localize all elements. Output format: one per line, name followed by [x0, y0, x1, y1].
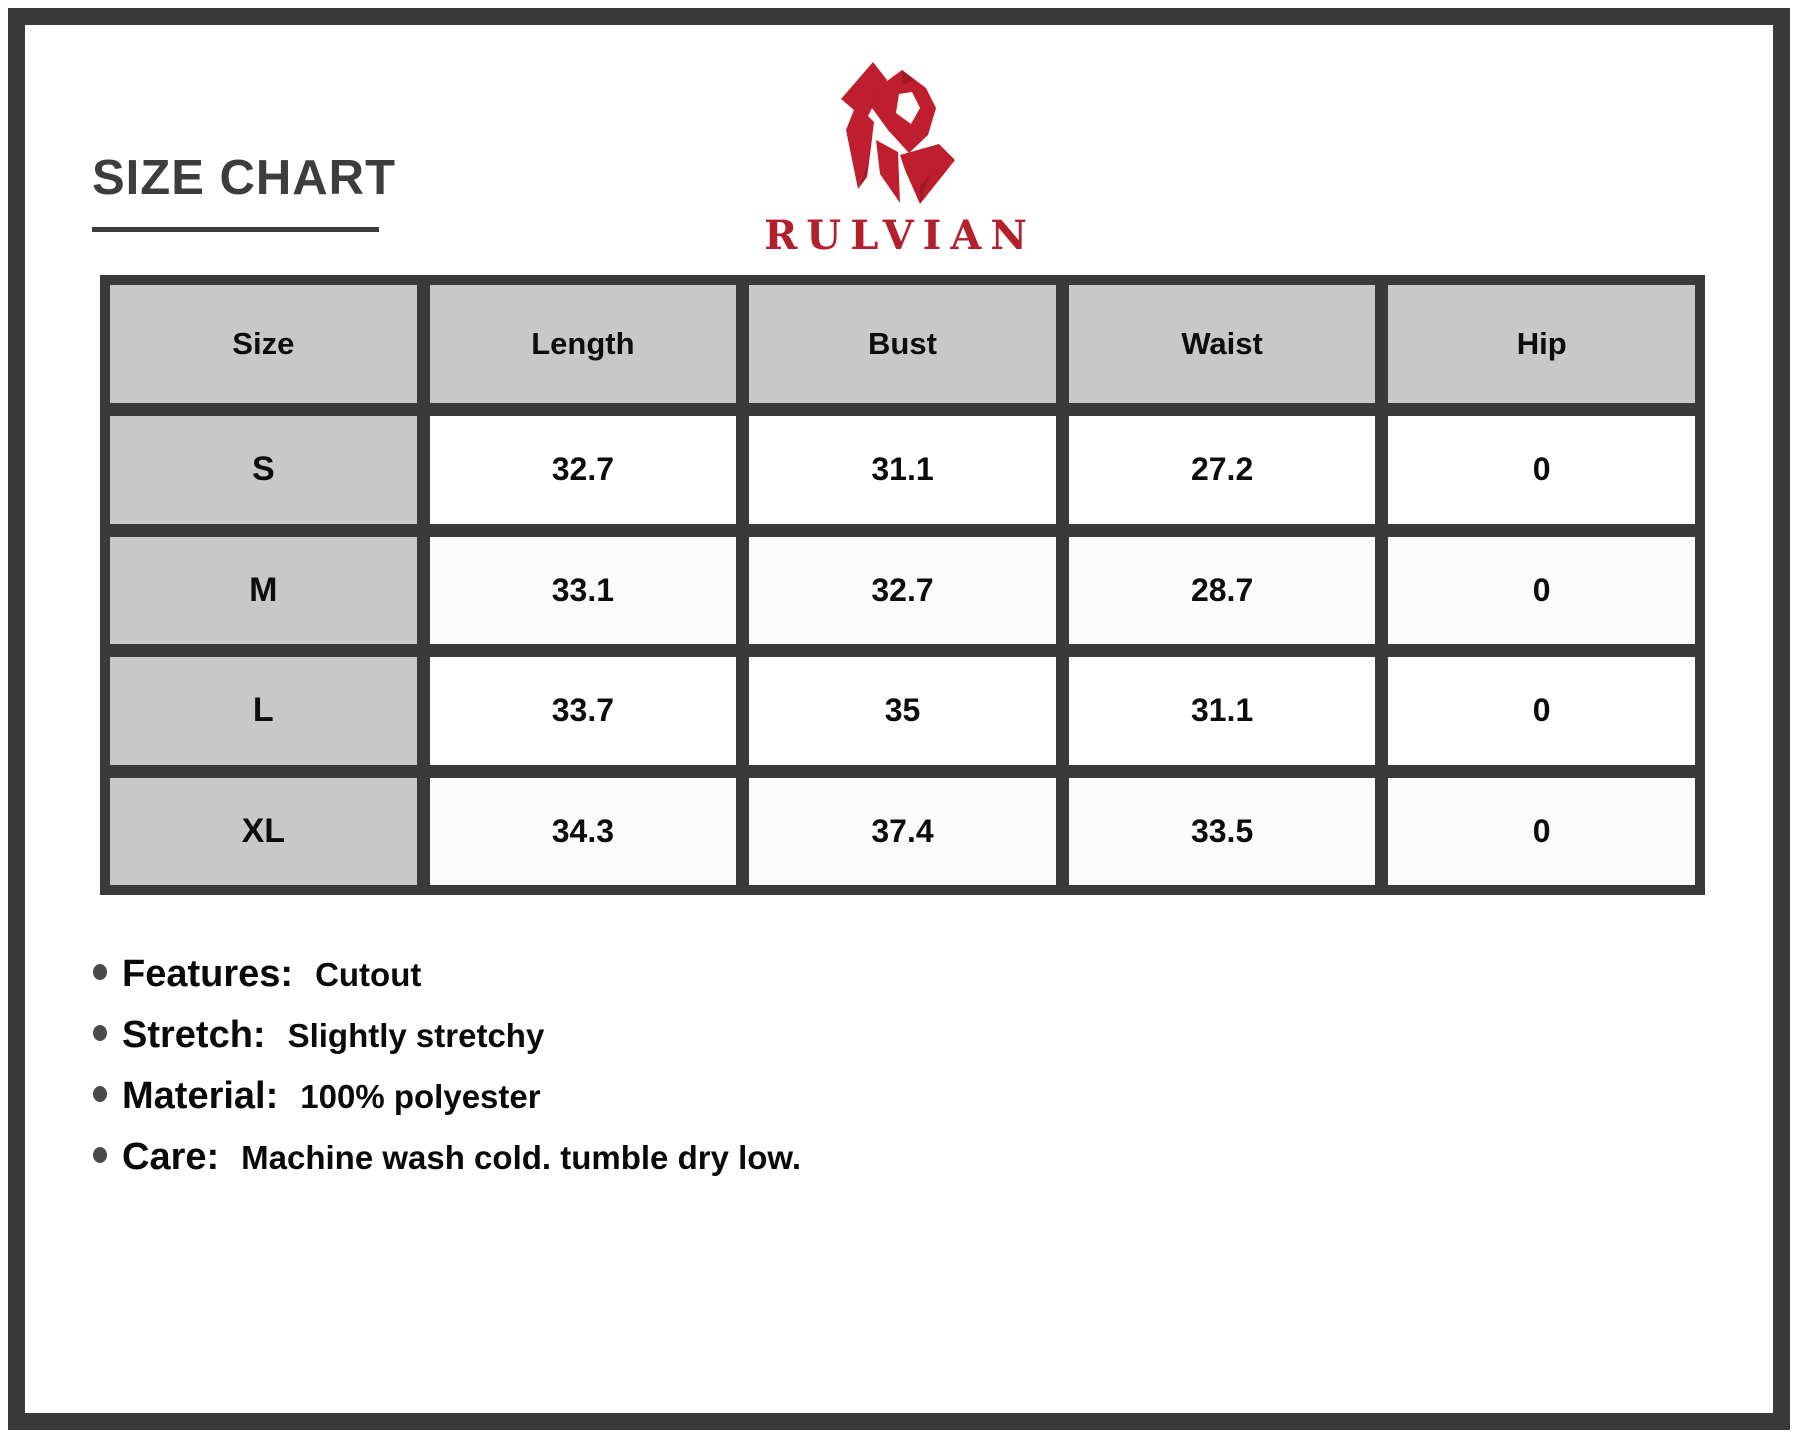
detail-value: 100% polyester: [300, 1077, 541, 1115]
row-xl-waist: 33.5: [1069, 778, 1376, 886]
bullet-dot-icon: [93, 964, 107, 980]
detail-label: Material:: [122, 1075, 279, 1117]
row-m-hip: 0: [1388, 537, 1695, 645]
detail-label: Care:: [122, 1136, 220, 1178]
bullet-dot-icon: [93, 1086, 107, 1102]
size-table: [100, 275, 1705, 895]
bullet-dot-icon: [93, 1147, 107, 1163]
row-l-size-label: L: [110, 657, 417, 765]
detail-row-material: [93, 1066, 801, 1127]
row-l-length: 33.7: [430, 657, 737, 765]
column-header-length: Length: [430, 285, 737, 403]
detail-label: Stretch:: [122, 1014, 266, 1056]
row-m-waist: 28.7: [1069, 537, 1376, 645]
row-s-waist: 27.2: [1069, 416, 1376, 524]
detail-row-care: [93, 1127, 801, 1188]
column-header-size: Size: [110, 285, 417, 403]
row-xl-size-label: XL: [110, 778, 417, 886]
detail-value: Machine wash cold. tumble dry low.: [241, 1138, 802, 1176]
row-s-length: 32.7: [430, 416, 737, 524]
detail-row-features: [93, 944, 801, 1005]
detail-row-stretch: [93, 1005, 801, 1066]
row-s-size-label: S: [110, 416, 417, 524]
row-xl-hip: 0: [1388, 778, 1695, 886]
column-header-bust: Bust: [749, 285, 1056, 403]
bullet-dot-icon: [93, 1025, 107, 1041]
detail-label: Features:: [122, 953, 294, 995]
column-header-hip: Hip: [1388, 285, 1695, 403]
product-details-list: [93, 944, 801, 1188]
row-xl-length: 34.3: [430, 778, 737, 886]
column-header-waist: Waist: [1069, 285, 1376, 403]
row-m-bust: 32.7: [749, 537, 1056, 645]
row-s-hip: 0: [1388, 416, 1695, 524]
row-m-length: 33.1: [430, 537, 737, 645]
row-m-size-label: M: [110, 537, 417, 645]
page-title: SIZE CHART: [92, 151, 396, 205]
row-xl-bust: 37.4: [749, 778, 1056, 886]
row-l-hip: 0: [1388, 657, 1695, 765]
brand-name: RULVIAN: [764, 212, 1036, 259]
detail-value: Cutout: [315, 955, 422, 993]
row-l-bust: 35: [749, 657, 1056, 765]
brand-logo-r-icon: [816, 58, 984, 208]
row-l-waist: 31.1: [1069, 657, 1376, 765]
detail-value: Slightly stretchy: [287, 1016, 545, 1054]
row-s-bust: 31.1: [749, 416, 1056, 524]
brand-block: [0, 58, 1800, 259]
